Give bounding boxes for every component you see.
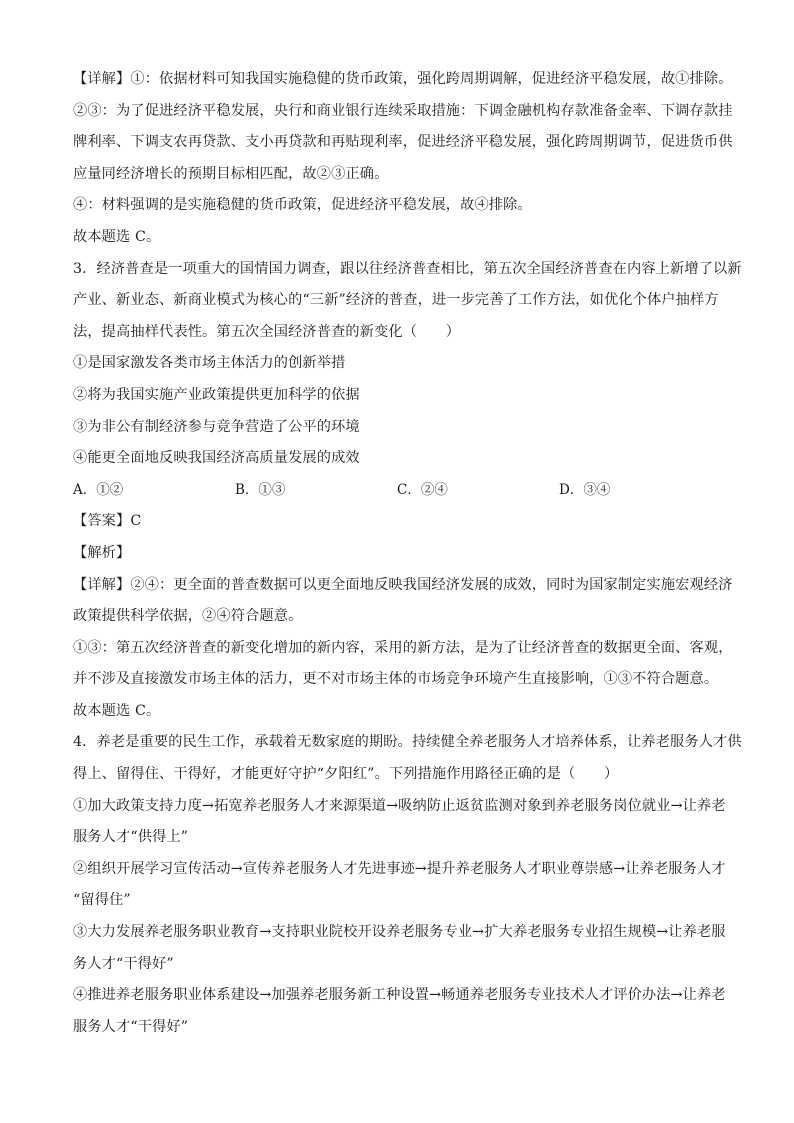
q3-item-3: ③为非公有制经济参与竞争营造了公平的环境	[73, 418, 360, 435]
q4-item-2-line-1: ②组织开展学习宣传活动→宣传养老服务人才先进事迹→提升养老服务人才职业尊崇感→让养老服务人才	[73, 860, 726, 877]
q4-item-1-line-2: 服务人才“供得上”	[73, 829, 189, 846]
q2-detail-line-5: ④：材料强调的是实施稳健的货币政策，促进经济平稳发展，故④排除。	[73, 197, 532, 214]
q3-options	[73, 475, 733, 507]
q4-stem-line-1: 4．养老是重要的民生工作，承载着无数家庭的期盼。持续健全养老服务人才培养体系，让养老服务人才供	[73, 734, 742, 751]
q3-detail-line-1: 【详解】②④：更全面的普查数据可以更全面地反映我国经济发展的成效，同时为国家制定实施宏观经济	[73, 576, 733, 593]
q4-item-3-line-1: ③大力发展养老服务职业教育→支持职业院校开设养老服务专业→扩大养老服务专业招生规模→让养老服	[73, 924, 726, 941]
q3-stem-line-3: 法，提高抽样代表性。第五次全国经济普查的新变化（ ）	[73, 323, 461, 340]
q3-answer: 【答案】C	[73, 513, 142, 530]
q4-item-4-line-2: 服务人才“干得好”	[73, 1018, 189, 1035]
document-page	[73, 64, 742, 1043]
q3-stem-line-1: 3．经济普查是一项重大的国情国力调查，跟以往经济普查相比，第五次全国经济普查在内容上新增了以新	[73, 260, 742, 277]
q2-detail-line-3: 牌利率、下调支农再贷款、支小再贷款和再贴现利率，促进经济平稳发展，强化跨周期调节，促进货币供	[73, 134, 733, 151]
q3-stem-line-2: 产业、新业态、新商业模式为核心的“三新”经济的普查，进一步完善了工作方法，如优化个体户抽样方	[73, 292, 719, 309]
q3-item-4: ④能更全面地反映我国经济高质量发展的成效	[73, 450, 360, 467]
q3-item-1: ①是国家激发各类市场主体活力的创新举措	[73, 355, 346, 372]
q3-analysis-label: 【解析】	[73, 544, 131, 561]
q3-option-d: D．③④	[559, 481, 611, 498]
q4-item-2-line-2: “留得住”	[73, 892, 131, 909]
q2-detail-line-1: 【详解】①：依据材料可知我国实施稳健的货币政策，强化跨周期调解，促进经济平稳发展，故①排除。	[73, 71, 733, 87]
q3-option-c: C．②④	[397, 481, 448, 498]
q4-item-4-line-1: ④推进养老服务职业体系建设→加强养老服务新工种设置→畅通养老服务专业技术人才评价办法→让养老	[73, 987, 726, 1004]
q2-conclusion: 故本题选 C。	[73, 228, 161, 245]
q3-item-2: ②将为我国实施产业政策提供更加科学的依据	[73, 386, 360, 403]
q4-item-1-line-1: ①加大政策支持力度→拓宽养老服务人才来源渠道→吸纳防止返贫监测对象到养老服务岗位就业→让养老	[73, 797, 726, 814]
q4-item-3-line-2: 务人才“干得好”	[73, 955, 174, 972]
q3-conclusion: 故本题选 C。	[73, 702, 161, 719]
q3-option-a: A．①②	[73, 481, 124, 498]
q3-detail-line-2: 政策提供科学依据，②④符合题意。	[73, 608, 303, 625]
q3-detail-line-3: ①③：第五次经济普查的新变化增加的新内容，采用的新方法，是为了让经济普查的数据更全面、客观，	[73, 639, 733, 656]
q2-detail-line-2: ②③：为了促进经济平稳发展，央行和商业银行连续采取措施：下调金融机构存款准备金率、下调存款挂	[73, 102, 733, 119]
q3-option-b: B．①③	[235, 481, 286, 498]
q4-stem-line-2: 得上、留得住、干得好，才能更好守护“夕阳红”。下列措施作用路径正确的是（ ）	[73, 766, 619, 783]
q3-detail-line-4: 并不涉及直接激发市场主体的活力，更不对市场主体的市场竞争环境产生直接影响，①③不符合题意。	[73, 671, 719, 688]
q2-detail-line-4: 应量同经济增长的预期目标相匹配，故②③正确。	[73, 165, 389, 182]
